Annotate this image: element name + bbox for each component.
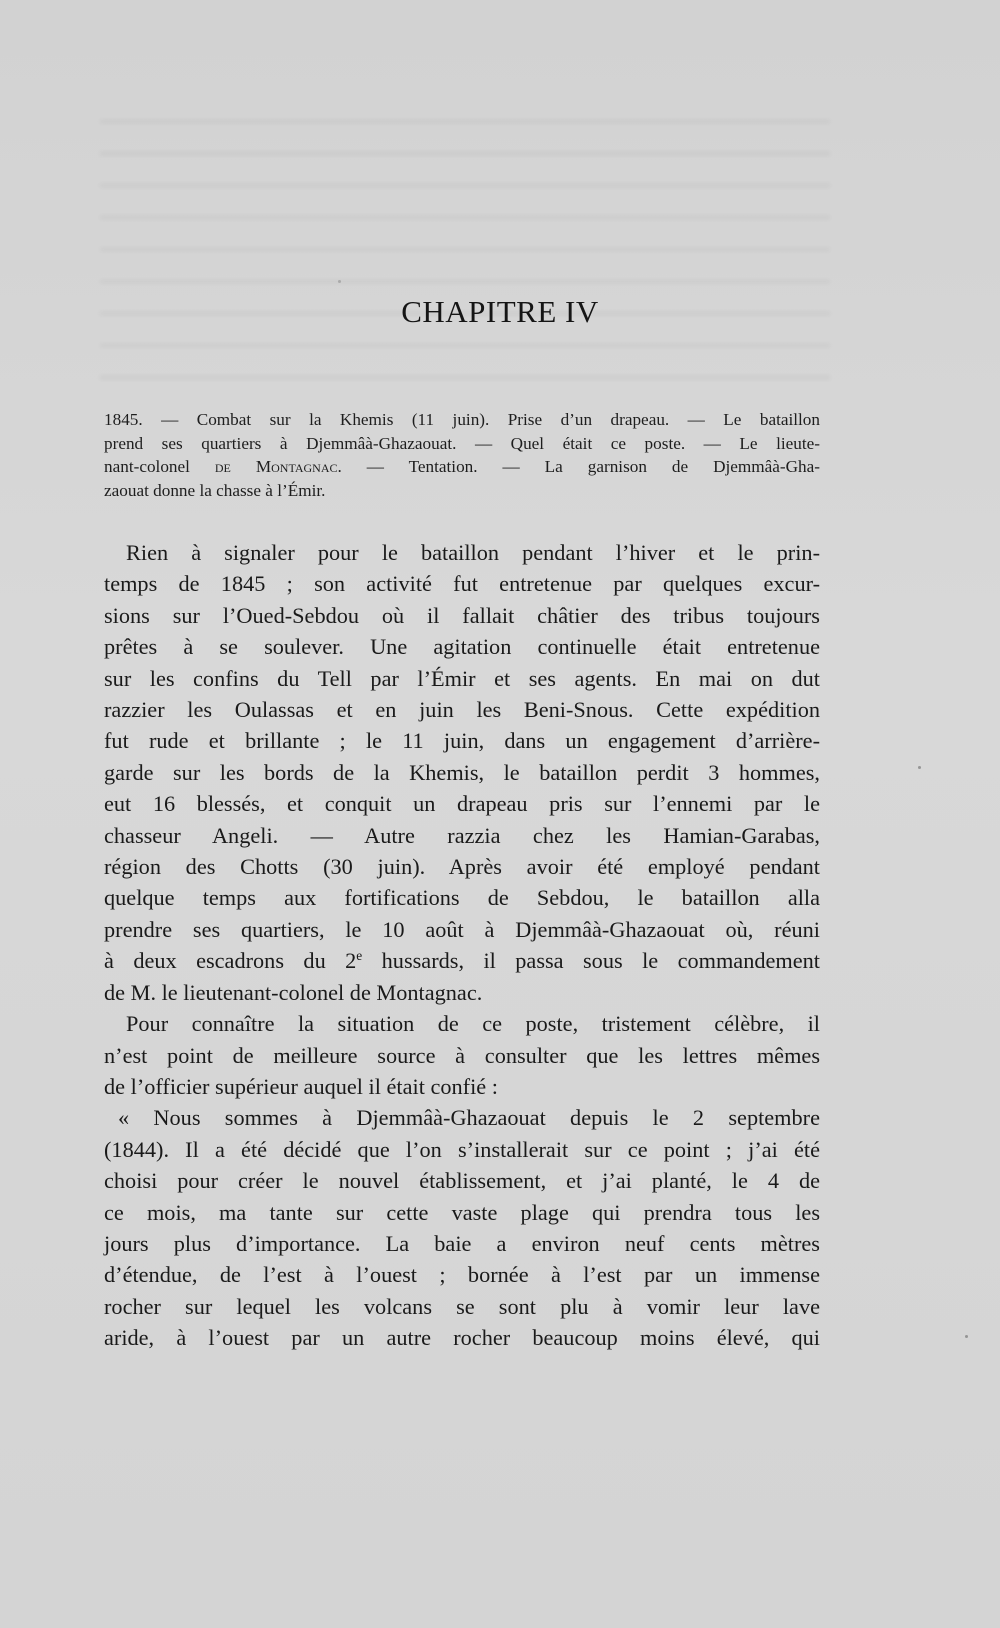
body-line: de M. le lieutenant-colonel de Montagnac. — [104, 979, 483, 1005]
chapter-summary — [104, 408, 820, 503]
paper-speck — [338, 280, 341, 283]
paper-speck — [918, 766, 921, 769]
bleed-through-text — [100, 120, 830, 380]
body-line: aride, à l’ouest par un autre rocher beaucoup moins élevé, qui — [104, 1325, 820, 1351]
body-line: temps de 1845 ; son activité fut entretenue par quelques excur- — [104, 571, 820, 597]
body-line: (1844). Il a été décidé que l’on s’installerait sur ce point ; j’ai été — [104, 1136, 820, 1162]
body-line: sur les confins du Tell par l’Émir et ses agents. En mai on dut — [104, 665, 820, 691]
body-line: jours plus d’importance. La baie a environ neuf cents mètres — [104, 1230, 820, 1256]
body-line: eut 16 blessés, et conquit un drapeau pris sur l’ennemi par le — [104, 791, 820, 817]
body-line: région des Chotts (30 juin). Après avoir été employé pendant — [104, 854, 820, 880]
body-line: ce mois, ma tante sur cette vaste plage qui prendra tous les — [104, 1199, 820, 1225]
summary-line: zaouat donne la chasse à l’Émir. — [104, 481, 326, 501]
summary-line: 1845. — Combat sur la Khemis (11 juin). Prise d’un drapeau. — Le bataillon — [104, 410, 820, 429]
body-line: n’est point de meilleure source à consulter que les lettres mêmes — [104, 1042, 820, 1068]
body-line: « Nous sommes à Djemmâà-Ghazaouat depuis le 2 septembre — [118, 1105, 820, 1131]
body-line: sions sur l’Oued-Sebdou où il fallait châtier des tribus toujours — [104, 602, 820, 628]
body-line: quelque temps aux fortifications de Sebdou, le bataillon alla — [104, 885, 820, 911]
summary-line-tail: . — Tentation. — La garnison de Djemmâà-Gha- — [337, 457, 820, 477]
body-line: prendre ses quartiers, le 10 août à Djemmâà-Ghazaouat où, réuni — [104, 916, 820, 942]
superscript-e: e — [356, 948, 363, 964]
summary-line: prend ses quartiers à Djemmâà-Ghazaouat. — Quel était ce poste. — Le lieute- — [104, 433, 820, 453]
summary-line-head: nant-colonel — [104, 457, 215, 477]
body-text — [104, 537, 820, 1354]
body-line: prêtes à se soulever. Une agitation continuelle était entretenue — [104, 634, 820, 660]
chapter-title: CHAPITRE IV — [401, 294, 599, 329]
body-line: razzier les Oulassas et en juin les Beni-Snous. Cette expédition — [104, 697, 820, 723]
body-line: de l’officier supérieur auquel il était confié : — [104, 1073, 498, 1099]
body-line: chasseur Angeli. — Autre razzia chez les Hamian-Garabas, — [104, 822, 820, 848]
body-line-tail: hussards, il passa sous le commandement — [362, 948, 820, 974]
body-line: fut rude et brillante ; le 11 juin, dans un engagement d’arrière- — [104, 728, 820, 754]
body-line: Pour connaître la situation de ce poste, tristement célèbre, il — [126, 1011, 820, 1037]
author-name-smallcaps: de Montagnac — [214, 457, 338, 477]
body-line — [104, 945, 820, 976]
body-line: choisi pour créer le nouvel établissement, et j’ai planté, le 4 de — [104, 1168, 820, 1194]
summary-line — [104, 455, 820, 479]
body-line: rocher sur lequel les volcans se sont plu à vomir leur lave — [104, 1293, 820, 1319]
paper-speck — [965, 1335, 968, 1338]
body-line-head: à deux escadrons du 2 — [104, 948, 357, 974]
body-line: d’étendue, de l’est à l’ouest ; bornée à l’est par un immense — [104, 1262, 820, 1288]
body-line: Rien à signaler pour le bataillon pendant l’hiver et le prin- — [126, 540, 820, 565]
body-line: garde sur les bords de la Khemis, le bataillon perdit 3 hommes, — [104, 759, 820, 785]
